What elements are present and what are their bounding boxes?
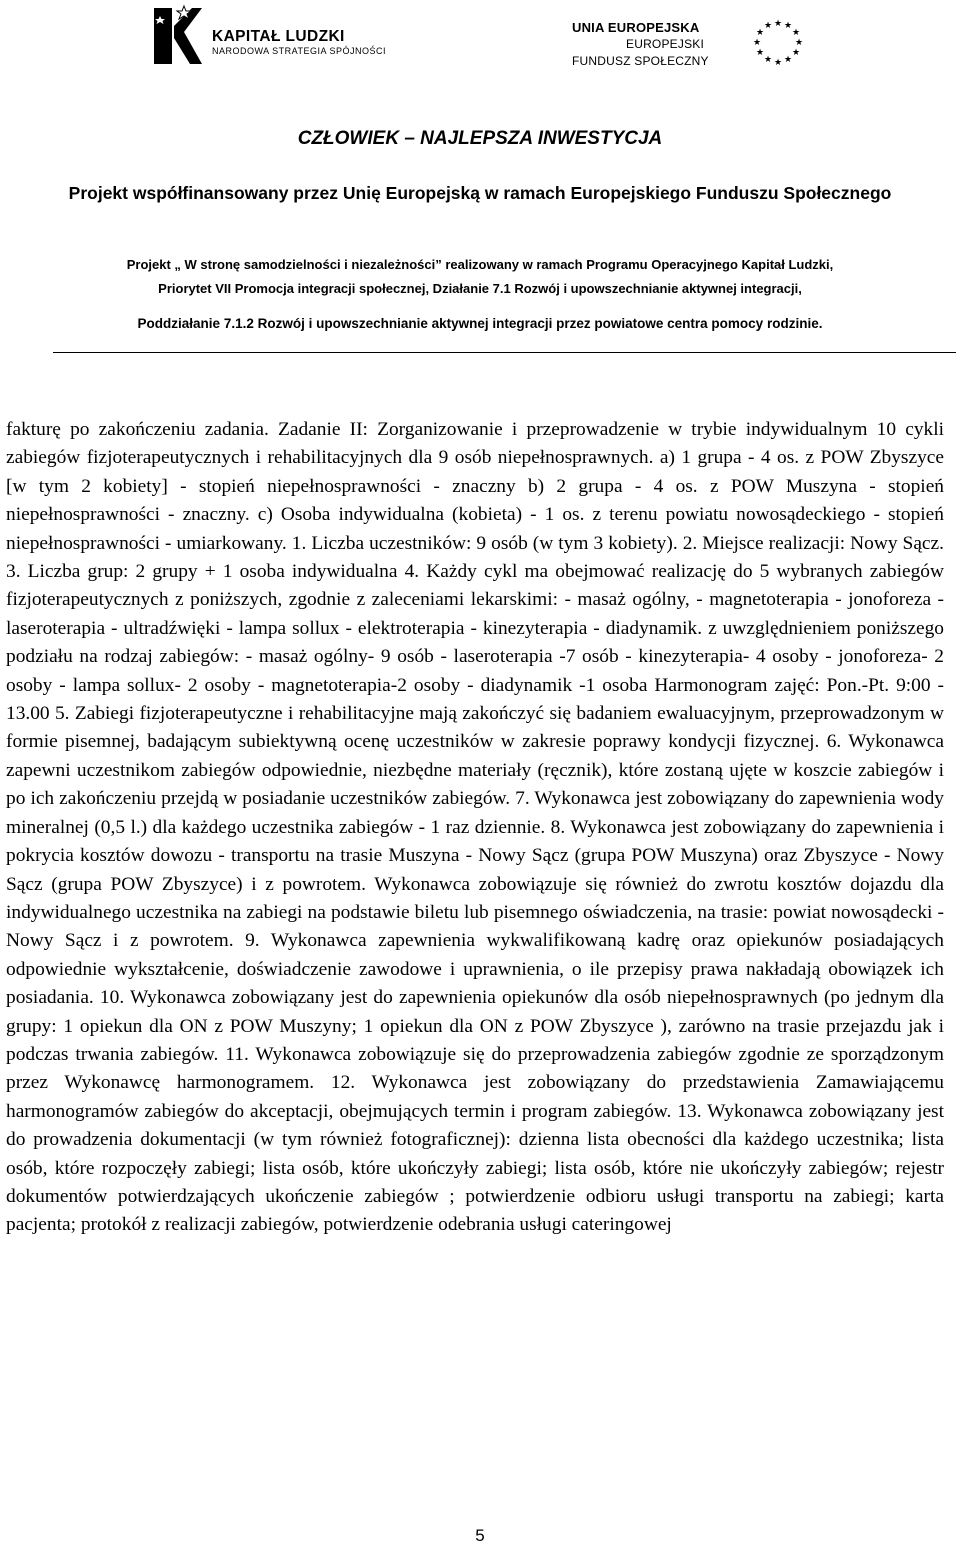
project-info-line1: Projekt „ W stronę samodzielności i niezależności” realizowany w ramach Programu Operacyjnego Kapitał Ludzki, bbox=[126, 257, 834, 272]
svg-text:★: ★ bbox=[792, 28, 801, 38]
project-info bbox=[40, 253, 920, 301]
svg-text:★: ★ bbox=[774, 58, 783, 68]
logo-right-line1: UNIA EUROPEJSKA bbox=[572, 20, 700, 35]
header-divider bbox=[53, 352, 956, 353]
eu-efs-logo bbox=[572, 2, 832, 72]
svg-text:★: ★ bbox=[756, 48, 765, 58]
svg-text:★: ★ bbox=[774, 19, 783, 29]
logo-right-line2: EUROPEJSKI bbox=[626, 37, 705, 51]
svg-text:★: ★ bbox=[753, 38, 762, 48]
kapital-ludzki-emblem-icon bbox=[148, 2, 206, 70]
svg-text:★: ★ bbox=[764, 55, 773, 65]
logo-left-name: KAPITAŁ LUDZKI bbox=[212, 28, 345, 45]
project-title-heading: Projekt współfinansowany przez Unię Europejską w ramach Europejskiego Funduszu Społecznego bbox=[68, 183, 892, 203]
eu-stars-icon bbox=[746, 16, 810, 70]
svg-text:★: ★ bbox=[764, 21, 773, 31]
logo-left-subtitle: NARODOWA STRATEGIA SPÓJNOŚCI bbox=[212, 46, 387, 56]
logo-right-line3: FUNDUSZ SPOŁECZNY bbox=[572, 54, 709, 68]
body-paragraph: fakturę po zakończeniu zadania. Zadanie II: Zorganizowanie i przeprowadzenie w trybie indywidualnym 10 cykli zabiegów fizjoterapeutycznych i rehabilitacyjnych dla 9 osób niepełnosprawnych. a) 1 grupa - 4 os. z POW Zbyszyce [w tym 2 kobiety] - stopień niepełnosprawności - znaczny b) 2 grupa - 4 os. z POW Muszyna - stopień niepełnosprawności - znaczny. c) Osoba indywidualna (kobieta) - 1 os. z terenu powiatu nowosądeckiego - stopień niepełnosprawności - umiarkowany. 1. Liczba uczestników: 9 osób (w tym 3 kobiety). 2. Miejsce realizacji: Nowy Sącz. 3. Liczba grup: 2 grupy + 1 osoba indywidualna 4. Każdy cykl ma obejmować realizację do 5 wybranych zabiegów fizjoterapeutycznych z poniższych, zgodnie z zaleceniami lekarskimi: - masaż ogólny, - magnetoterapia - jonoforeza - laseroterapia - ultradźwięki - lampa sollux - elektroterapia - kinezyterapia - diadynamik. z uwzględnieniem poniższego podziału na rodzaj zabiegów: - masaż ogólny- 9 osób - laseroterapia -7 osób - kinezyterapia- 4 osoby - jonoforeza- 2 osoby - lampa sollux- 2 osoby - magnetoterapia-2 osoby - diadynamik -1 osoba Harmonogram zajęć: Pon.-Pt. 9:00 - 13.00 5. Zabiegi fizjoterapeutyczne i rehabilitacyjne mają zakończyć się badaniem ewaluacyjnym, przeprowadzonym w formie pisemnej, badającym subiektywną ocenę uczestników w zakresie poprawy kondycji fizycznej. 6. Wykonawca zapewni uczestnikom zabiegów odpowiednie, niezbędne materiały (ręcznik), które zostaną ujęte w koszcie zabiegów i po ich zakończeniu przejdą w posiadanie uczestników zabiegów. 7. Wykonawca jest zobowiązany do zapewnienia wody mineralnej (0,5 l.) dla każdego uczestnika zabiegów - 1 raz dziennie. 8. Wykonawca jest zobowiązany do zapewnienia i pokrycia kosztów dowozu - transportu na trasie Muszyna - Nowy Sącz (grupa POW Muszyna) oraz Zbyszyce - Nowy Sącz (grupa POW Zbyszyce) i z powrotem. Wykonawca zobowiązuje się również do zwrotu kosztów dojazdu dla indywidualnego uczestnika na zabiegi na podstawie biletu lub pisemnego oświadczenia, na trasie: powiat nowosądecki - Nowy Sącz i z powrotem. 9. Wykonawca zapewnienia wykwalifikowaną kadrę oraz opiekunów posiadających odpowiednie wykształcenie, doświadczenie zawodowe i uprawnienia, o ile przepisy prawa nakładają obowiązek ich posiadania. 10. Wykonawca zobowiązany jest do zapewnienia opiekunów dla osób niepełnosprawnych (po jednym dla grupy: 1 opiekun dla ON z POW Muszyny; 1 opiekun dla ON z POW Zbyszyce ), zarówno na trasie przejazdu jak i podczas trwania zabiegów. 11. Wykonawca zobowiązuje się do przeprowadzenia zabiegów zgodnie ze sporządzonym przez Wykonawcę harmonogramem. 12. Wykonawca jest zobowiązany do przedstawienia Zamawiającemu harmonogramów zabiegów do akceptacji, obejmujących termin i program zabiegów. 13. Wykonawca zobowiązany jest do prowadzenia dokumentacji (w tym również fotograficznej): dzienna lista obecności dla każdego uczestnika; lista osób, które rozpoczęły zabiegi; lista osób, które ukończyły zabiegi; lista osób, które nie ukończyły zabiegów; rejestr dokumentów potwierdzających ukończenie zabiegów ; potwierdzenie odbioru usługi transportu na zabiegi; karta pacjenta; protokół z realizacji zabiegów, potwierdzenie odebrania usługi cateringowej bbox=[6, 419, 944, 1236]
project-info-line2: Priorytet VII Promocja integracji społecznej, Działanie 7.1 Rozwój i upowszechnianie aktywnej integracji, bbox=[158, 281, 802, 296]
kapital-ludzki-logo bbox=[148, 2, 388, 72]
slogan-heading: CZŁOWIEK – NAJLEPSZA INWESTYCJA bbox=[297, 128, 663, 149]
svg-text:★: ★ bbox=[756, 28, 765, 38]
subaction-heading: Poddziałanie 7.1.2 Rozwój i upowszechnianie aktywnej integracji przez powiatowe centra pomocy rodzinie. bbox=[137, 316, 823, 331]
svg-text:★: ★ bbox=[792, 48, 801, 58]
svg-text:★: ★ bbox=[784, 55, 793, 65]
page-number: 5 bbox=[475, 1526, 485, 1545]
svg-text:★: ★ bbox=[795, 38, 804, 48]
svg-text:★: ★ bbox=[784, 21, 793, 31]
